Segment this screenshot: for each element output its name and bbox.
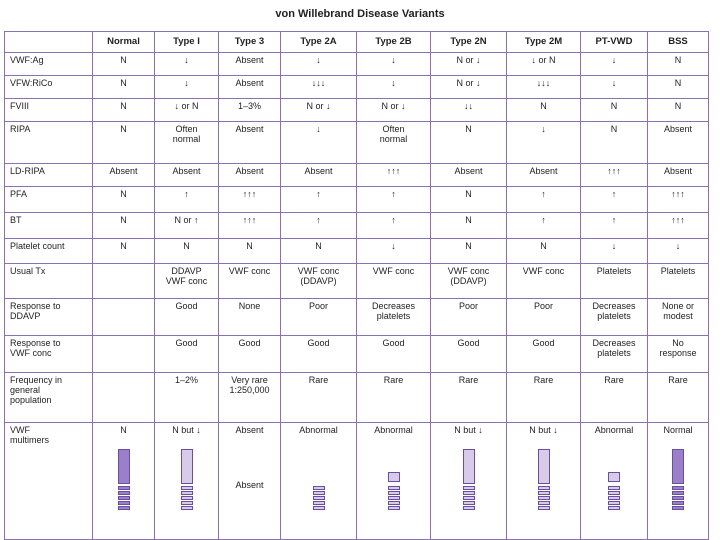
table-cell: Decreases platelets: [357, 299, 431, 336]
table-cell: Absent: [155, 164, 219, 187]
table-cell: ↑↑↑: [581, 164, 648, 187]
table-cell: N or ↓: [281, 99, 357, 122]
table-cell: N: [507, 99, 581, 122]
multimer-band: [118, 506, 130, 510]
header-type-2m: Type 2M: [507, 32, 581, 53]
row-label: Frequency in general population: [5, 373, 93, 423]
multimer-band: [313, 486, 325, 490]
multimer-mid-band: [388, 472, 400, 482]
table-cell: ↑: [581, 213, 648, 239]
table-cell: N or ↑: [155, 213, 219, 239]
table-cell: ↓: [357, 53, 431, 76]
table-cell: VWF conc: [507, 264, 581, 299]
table-cell: ↑: [281, 213, 357, 239]
table-cell: ↓: [581, 76, 648, 99]
table-cell: N: [581, 122, 648, 164]
table-cell: N: [219, 239, 281, 264]
header-corner: [5, 32, 93, 53]
table-row: [5, 264, 709, 299]
multimer-band: [181, 496, 193, 500]
multimer-band: [118, 496, 130, 500]
table-cell: Poor: [507, 299, 581, 336]
multimer-large-band: [538, 449, 550, 484]
multimer-cell: [281, 423, 357, 540]
row-label: BT: [5, 213, 93, 239]
multimer-text: Abnormal: [299, 425, 338, 435]
table-row: [5, 213, 709, 239]
table-cell: ↑↑↑: [357, 164, 431, 187]
table-cell: N or ↓: [431, 76, 507, 99]
multimer-band: [463, 496, 475, 500]
header-type-2b: Type 2B: [357, 32, 431, 53]
table-cell: Absent: [93, 164, 155, 187]
table-cell: N: [93, 53, 155, 76]
table-cell: ↓: [648, 239, 709, 264]
table-cell: ↓↓↓: [281, 76, 357, 99]
row-label: Platelet count: [5, 239, 93, 264]
table-cell: N: [93, 187, 155, 213]
header-type-1: Type I: [155, 32, 219, 53]
table-cell: Absent: [431, 164, 507, 187]
multimer-band: [608, 506, 620, 510]
table-cell: N: [507, 239, 581, 264]
table-cell: ↑: [155, 187, 219, 213]
multimer-cell: [219, 423, 281, 540]
table-cell: ↑↑↑: [219, 187, 281, 213]
table-row: [5, 53, 709, 76]
table-cell: Often normal: [155, 122, 219, 164]
table-cell: ↓: [281, 122, 357, 164]
multimer-band: [463, 501, 475, 505]
table-cell: ↓: [357, 76, 431, 99]
table-cell: Absent: [219, 76, 281, 99]
table-cell: Rare: [507, 373, 581, 423]
table-cell: N: [281, 239, 357, 264]
multimer-cell: [648, 423, 709, 540]
table-cell: Good: [431, 336, 507, 373]
multimer-text: Abnormal: [594, 425, 634, 435]
table-cell: VWF conc: [357, 264, 431, 299]
table-row: [5, 187, 709, 213]
multimer-band: [608, 491, 620, 495]
table-cell: Decreases platelets: [581, 336, 648, 373]
table-cell: Rare: [581, 373, 648, 423]
row-label: Response to VWF conc: [5, 336, 93, 373]
multimer-band: [608, 496, 620, 500]
table-cell: N: [93, 213, 155, 239]
multimer-band: [181, 491, 193, 495]
multimer-cell: [507, 423, 581, 540]
table-cell: N: [93, 239, 155, 264]
table-cell: ↑↑↑: [648, 213, 709, 239]
table-cell: N: [581, 99, 648, 122]
table-row: [5, 373, 709, 423]
multimer-band: [181, 486, 193, 490]
table-cell: N: [648, 53, 709, 76]
table-cell: Good: [155, 336, 219, 373]
header-pt-vwd: PT-VWD: [581, 32, 648, 53]
table-cell: Absent: [648, 122, 709, 164]
table-cell: N: [93, 76, 155, 99]
multimer-large-band: [181, 449, 193, 484]
multimer-cell: [357, 423, 431, 540]
multimer-cell: [93, 423, 155, 540]
table-cell: N: [431, 213, 507, 239]
table-cell: Rare: [431, 373, 507, 423]
header-bss: BSS: [648, 32, 709, 53]
multimer-band: [463, 506, 475, 510]
row-label: VWF multimers: [5, 423, 93, 540]
table-cell: VWF conc: [219, 264, 281, 299]
table-cell: ↓: [155, 76, 219, 99]
table-cell: Absent: [281, 164, 357, 187]
multimer-band: [388, 506, 400, 510]
table-cell: ↑: [507, 187, 581, 213]
multimer-band: [672, 501, 684, 505]
table-cell: N: [431, 122, 507, 164]
table-row: [5, 76, 709, 99]
table-cell: N: [431, 187, 507, 213]
multimer-band: [538, 506, 550, 510]
table-cell: Poor: [281, 299, 357, 336]
header-normal: Normal: [93, 32, 155, 53]
table-cell: Absent: [219, 164, 281, 187]
table-cell: ↓ or N: [155, 99, 219, 122]
row-label: PFA: [5, 187, 93, 213]
table-cell: ↑: [357, 213, 431, 239]
table-cell: ↓: [581, 239, 648, 264]
multimer-text: N but ↓: [529, 425, 558, 435]
multimer-text: Absent: [235, 425, 264, 435]
multimer-band: [313, 501, 325, 505]
table-cell: [93, 373, 155, 423]
multimer-cell: [431, 423, 507, 540]
multimer-band: [672, 506, 684, 510]
header-type-3: Type 3: [219, 32, 281, 53]
table-cell: VWF conc (DDAVP): [281, 264, 357, 299]
row-label: VWF:Ag: [5, 53, 93, 76]
row-label: LD-RIPA: [5, 164, 93, 187]
table-cell: ↑↑↑: [648, 187, 709, 213]
multimer-band: [388, 491, 400, 495]
table-body: [5, 53, 709, 540]
multimer-band: [388, 501, 400, 505]
table-row: [5, 239, 709, 264]
table-cell: VWF conc (DDAVP): [431, 264, 507, 299]
multimer-large-band: [118, 449, 130, 484]
table-cell: Often normal: [357, 122, 431, 164]
table-cell: Absent: [219, 53, 281, 76]
table-cell: ↑: [357, 187, 431, 213]
table-cell: 1–3%: [219, 99, 281, 122]
multimer-cell: [155, 423, 219, 540]
row-label: Usual Tx: [5, 264, 93, 299]
multimer-band: [538, 486, 550, 490]
table-row: [5, 336, 709, 373]
multimer-absent-note: Absent: [235, 480, 264, 490]
table-cell: Good: [357, 336, 431, 373]
header-type-2n: Type 2N: [431, 32, 507, 53]
row-label: FVIII: [5, 99, 93, 122]
multimer-band: [118, 501, 130, 505]
table-cell: N: [93, 122, 155, 164]
table-cell: Poor: [431, 299, 507, 336]
table-cell: Good: [219, 336, 281, 373]
multimer-large-band: [672, 449, 684, 484]
multimer-text: N but ↓: [454, 425, 483, 435]
table-cell: Absent: [507, 164, 581, 187]
table-cell: N: [431, 239, 507, 264]
table-cell: 1–2%: [155, 373, 219, 423]
multimer-band: [608, 501, 620, 505]
multimer-text: N: [120, 425, 127, 435]
table-cell: ↓ or N: [507, 53, 581, 76]
table-cell: ↑: [281, 187, 357, 213]
table-cell: None or modest: [648, 299, 709, 336]
table-cell: N or ↓: [357, 99, 431, 122]
table-cell: Rare: [357, 373, 431, 423]
row-label: VFW:RiCo: [5, 76, 93, 99]
table-cell: ↓: [155, 53, 219, 76]
multimer-band: [181, 506, 193, 510]
table-cell: ↓↓: [431, 99, 507, 122]
table-cell: Good: [507, 336, 581, 373]
multimer-band: [463, 491, 475, 495]
table-cell: ↓: [507, 122, 581, 164]
multimer-row: [5, 423, 709, 540]
multimer-band: [313, 491, 325, 495]
multimer-band: [313, 496, 325, 500]
table-cell: No response: [648, 336, 709, 373]
table-cell: Very rare 1:250,000: [219, 373, 281, 423]
multimer-band: [538, 491, 550, 495]
table-cell: Platelets: [648, 264, 709, 299]
table-cell: Absent: [219, 122, 281, 164]
multimer-band: [118, 486, 130, 490]
table-cell: Absent: [648, 164, 709, 187]
table-row: [5, 164, 709, 187]
table-row: [5, 99, 709, 122]
table-cell: ↑: [507, 213, 581, 239]
multimer-band: [538, 501, 550, 505]
table-cell: [93, 264, 155, 299]
multimer-band: [118, 491, 130, 495]
multimer-mid-band: [608, 472, 620, 482]
table-cell: Platelets: [581, 264, 648, 299]
multimer-band: [388, 486, 400, 490]
table-row: [5, 122, 709, 164]
table-row: [5, 299, 709, 336]
table-cell: ↑↑↑: [219, 213, 281, 239]
multimer-band: [672, 496, 684, 500]
table-cell: Decreases platelets: [581, 299, 648, 336]
table-cell: N or ↓: [431, 53, 507, 76]
table-cell: Good: [155, 299, 219, 336]
table-cell: ↓↓↓: [507, 76, 581, 99]
multimer-text: Normal: [663, 425, 693, 435]
multimer-large-band: [463, 449, 475, 484]
multimer-band: [388, 496, 400, 500]
table-cell: None: [219, 299, 281, 336]
table-cell: ↑: [581, 187, 648, 213]
table-cell: N: [648, 99, 709, 122]
multimer-band: [181, 501, 193, 505]
row-label: RIPA: [5, 122, 93, 164]
multimer-band: [672, 486, 684, 490]
multimer-band: [313, 506, 325, 510]
multimer-band: [672, 491, 684, 495]
table-cell: Rare: [648, 373, 709, 423]
variants-table: [4, 31, 709, 540]
row-label: Response to DDAVP: [5, 299, 93, 336]
table-cell: N: [93, 99, 155, 122]
table-cell: ↓: [281, 53, 357, 76]
multimer-band: [608, 486, 620, 490]
table-cell: DDAVP VWF conc: [155, 264, 219, 299]
table-cell: N: [648, 76, 709, 99]
table-cell: [93, 336, 155, 373]
multimer-band: [538, 496, 550, 500]
table-cell: N: [155, 239, 219, 264]
header-type-2a: Type 2A: [281, 32, 357, 53]
table-cell: Rare: [281, 373, 357, 423]
multimer-text: Abnormal: [374, 425, 413, 435]
multimer-band: [463, 486, 475, 490]
multimer-cell: [581, 423, 648, 540]
header-row: [5, 32, 709, 53]
table-cell: ↓: [581, 53, 648, 76]
table-cell: ↓: [357, 239, 431, 264]
table-title: von Willebrand Disease Variants: [275, 8, 445, 20]
table-cell: Good: [281, 336, 357, 373]
table-cell: [93, 299, 155, 336]
multimer-text: N but ↓: [172, 425, 201, 435]
